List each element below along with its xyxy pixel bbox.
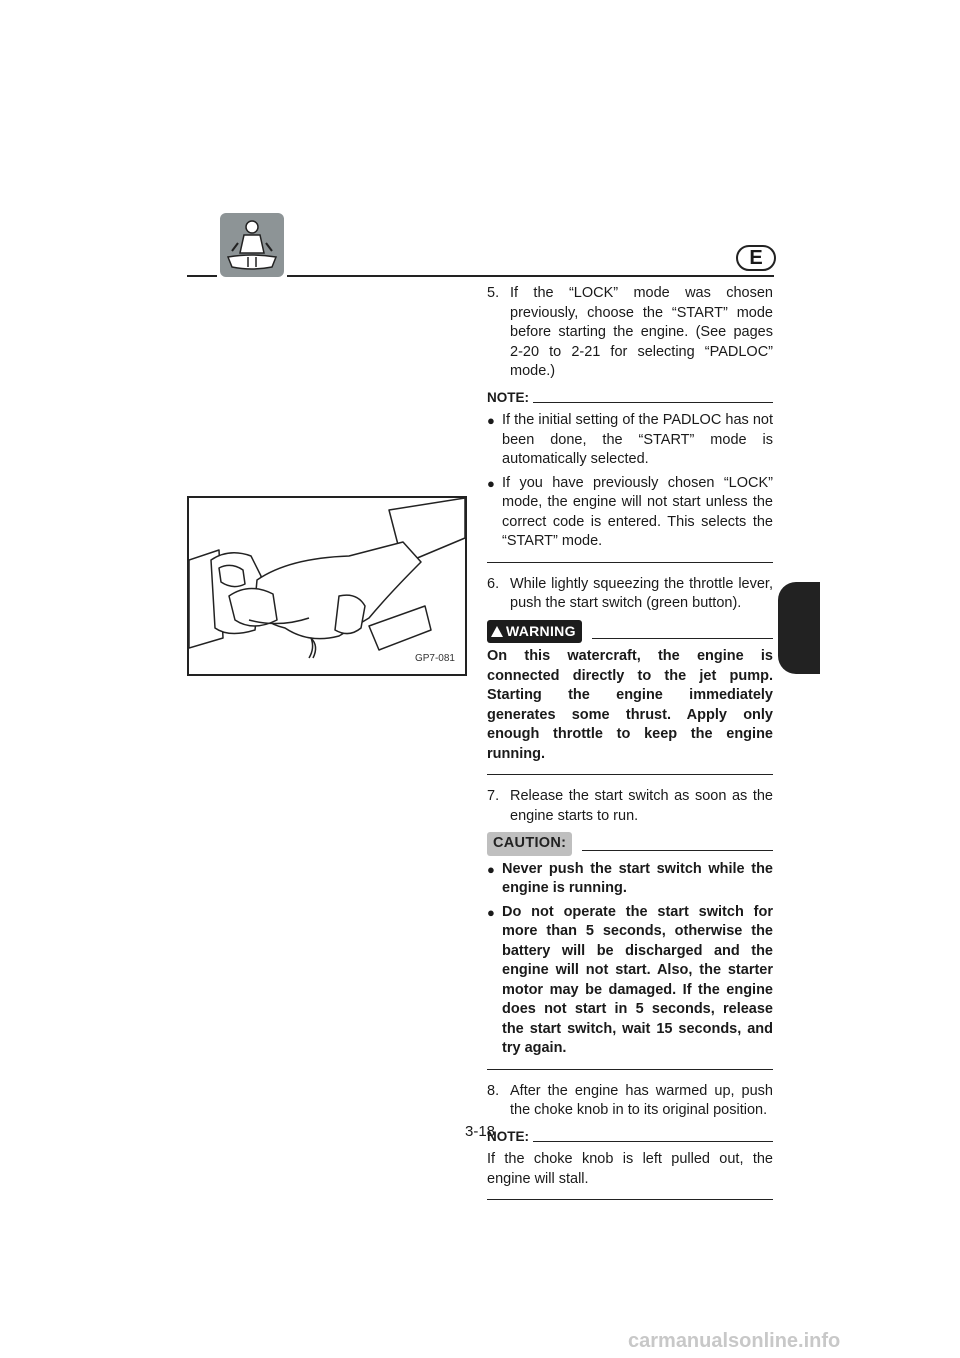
warning-label: WARNING: [506, 622, 576, 639]
instruction-column: [487, 284, 773, 1212]
header-rule-right: [287, 275, 774, 277]
bullet-text: Never push the start switch while the engine is running.: [502, 860, 773, 896]
language-badge: E: [736, 245, 776, 271]
step-6: [487, 575, 773, 614]
bullet-icon: ●: [487, 861, 495, 877]
warning-badge: [487, 620, 582, 644]
caution-bullet: [487, 860, 773, 899]
note-end-rule: [487, 562, 773, 563]
note-heading: [487, 388, 773, 408]
bullet-icon: ●: [487, 413, 495, 428]
step-number: 7.: [487, 788, 500, 804]
caution-bullet: [487, 903, 773, 1059]
note-label: NOTE:: [487, 1128, 529, 1144]
figure-code: GP7-081: [414, 653, 455, 664]
caution-heading: [487, 832, 773, 856]
step-5: [487, 284, 773, 382]
bullet-icon: ●: [487, 904, 495, 920]
bullet-icon: ●: [487, 475, 495, 491]
header-rule-left: [187, 275, 217, 277]
step-8: [487, 1082, 773, 1121]
note-heading: [487, 1127, 773, 1147]
warning-heading: [487, 620, 773, 644]
warning-end-rule: [487, 774, 773, 775]
bullet-text: Do not operate the start switch for more than 5 seconds, otherwise the battery will be discharged and the engine will not start. Also, the starter motor may be damaged. If the engine does not start in 5 seconds, release the start switch, wait 15 seconds, and try again.: [502, 903, 773, 1056]
note-end-rule: [487, 1199, 773, 1200]
note-label: NOTE:: [487, 389, 529, 405]
bullet-text: If you have previously chosen “LOCK” mode, the engine will not start unless the correct code is entered. This selects the “START” mode.: [502, 474, 773, 549]
chapter-tab: [778, 582, 820, 674]
rider-on-watercraft-icon: [220, 213, 284, 277]
note-text: If the choke knob is left pulled out, the engine will stall.: [487, 1151, 773, 1187]
bullet-text: If the initial setting of the PADLOC has not been done, the “START” mode is automatically selected.: [502, 412, 773, 467]
warning-text: On this watercraft, the engine is connected directly to the jet pump. Starting the engine immediately generates some thrust. Apply only enough throttle to keep the engine running.: [487, 648, 773, 762]
note-bullet: [487, 411, 773, 470]
throttle-figure: [187, 496, 467, 676]
step-number: 6.: [487, 575, 500, 592]
step-text: Release the start switch as soon as the engine starts to run.: [510, 788, 773, 824]
step-text: After the engine has warmed up, push the choke knob in to its original position.: [510, 1082, 773, 1118]
step-number: 5.: [487, 285, 500, 301]
warning-triangle-icon: [491, 626, 503, 637]
caution-end-rule: [487, 1069, 773, 1070]
step-7: [487, 787, 773, 826]
hand-on-throttle-grip-illustration: [189, 498, 465, 674]
caution-badge: CAUTION:: [487, 832, 572, 856]
step-text: While lightly squeezing the throttle lever, push the start switch (green button).: [510, 575, 773, 611]
step-text: If the “LOCK” mode was chosen previously, choose the “START” mode before starting the engine. (See pages 2-20 to 2-21 for selecting “PADLOC” mode.): [510, 285, 773, 379]
watermark-text: carmanualsonline.info: [628, 1330, 841, 1352]
note-bullet: [487, 474, 773, 552]
page-number: 3-18: [464, 1123, 496, 1140]
step-number: 8.: [487, 1082, 500, 1099]
